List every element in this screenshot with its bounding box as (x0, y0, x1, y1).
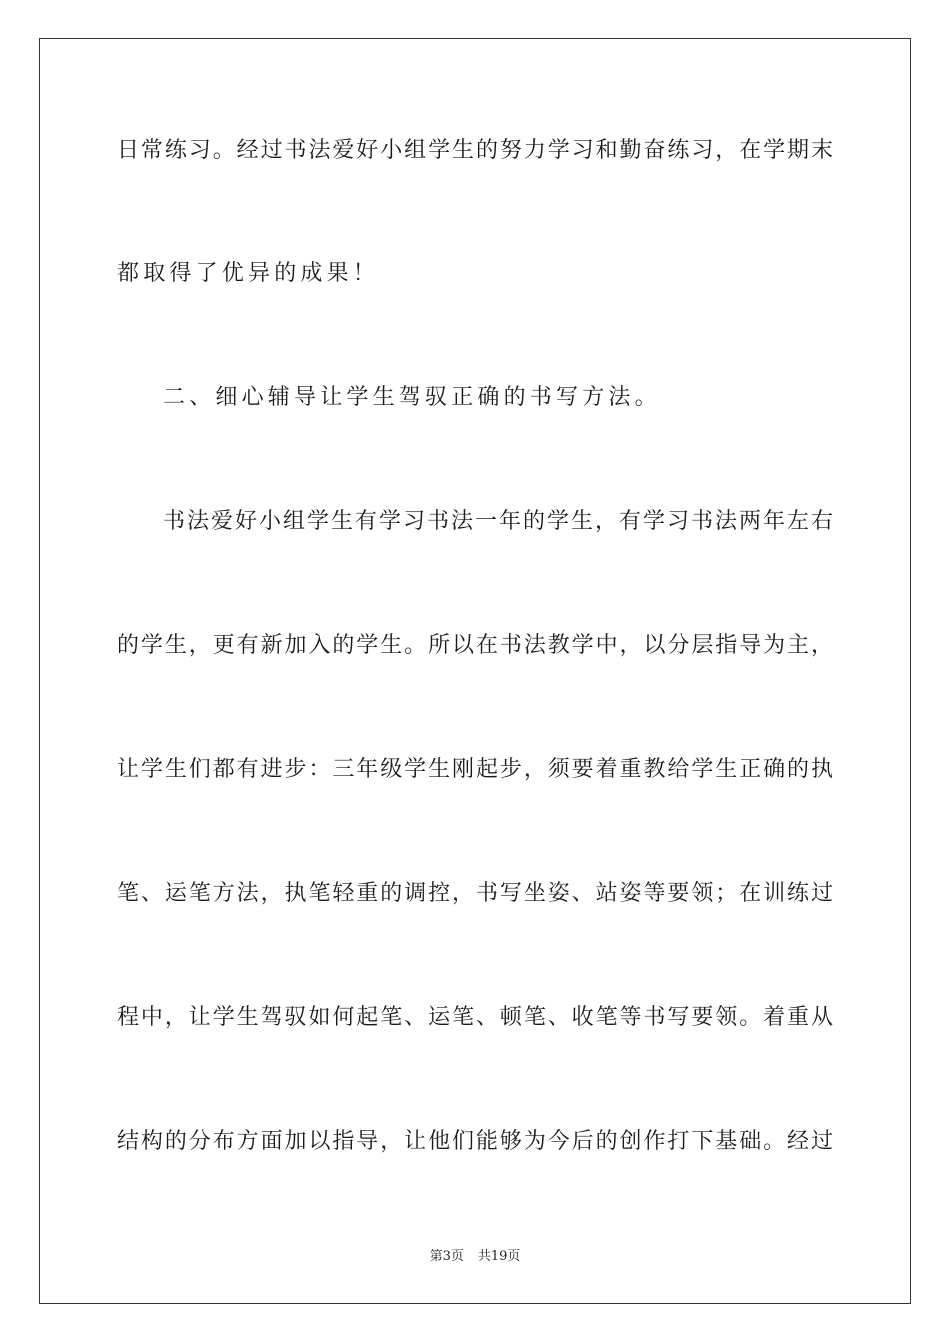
paragraph-line-1: 日常练习。经过书法爱好小组学生的努力学习和勤奋练习，在学期末 (117, 138, 833, 163)
paragraph-line-7: 笔、运笔方法，执笔轻重的调控，书写坐姿、站姿等要领；在训练过 (117, 881, 833, 906)
paragraph-line-9: 结构的分布方面加以指导，让他们能够为今后的创作打下基础。经过 (117, 1129, 833, 1154)
page-total: 共19页 (477, 1249, 521, 1264)
page-border (39, 38, 911, 1304)
section-heading: 二、细心辅导让学生驾驭正确的书写方法。 (163, 385, 661, 410)
paragraph-line-6: 让学生们都有进步：三年级学生刚起步，须要着重教给学生正确的执 (117, 757, 833, 782)
paragraph-line-2: 都取得了优异的成果！ (117, 261, 380, 286)
paragraph-line-5: 的学生，更有新加入的学生。所以在书法教学中，以分层指导为主， (117, 633, 833, 658)
paragraph-line-8: 程中，让学生驾驭如何起笔、运笔、顿笔、收笔等书写要领。着重从 (117, 1005, 833, 1030)
paragraph-line-4: 书法爱好小组学生有学习书法一年的学生，有学习书法两年左右 (163, 509, 833, 534)
page-number: 第3页 (429, 1249, 464, 1264)
page-footer (0, 1248, 950, 1266)
